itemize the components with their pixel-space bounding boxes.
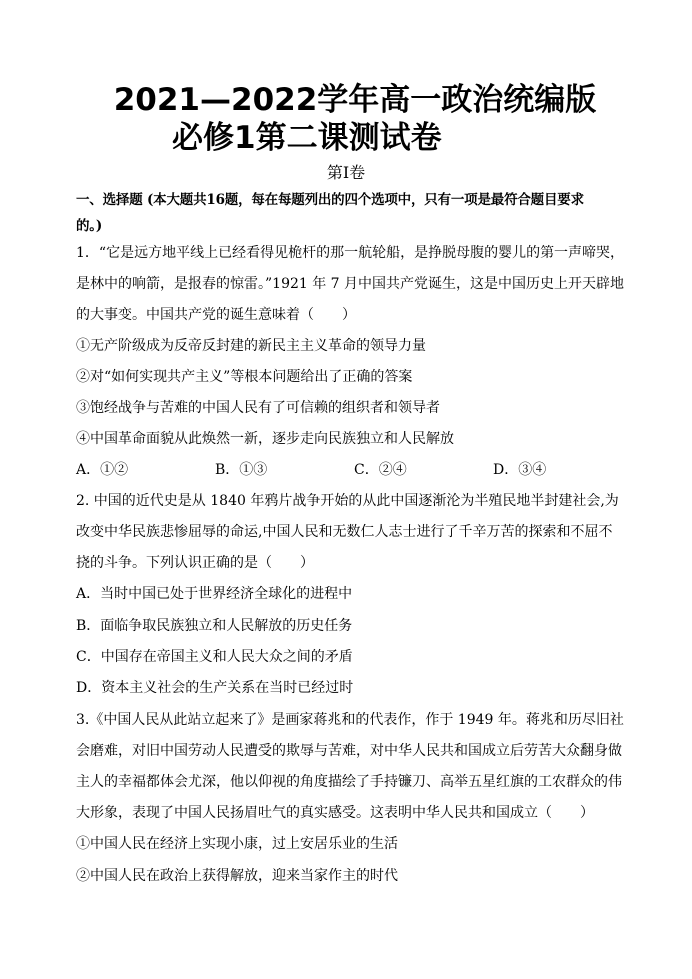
question-1-stem-cont: 是林中的响箭，是报春的惊雷。”1921 年 7 月中国共产党诞生，这是中国历史上开天辟地 bbox=[76, 276, 625, 292]
question-3-stem-cont-2: 主人的幸福都体会尤深，他以仰视的角度描绘了手持镰刀、高举五星红旗的工农群众的伟 bbox=[76, 774, 622, 790]
question-1-statement-4: ④中国革命面貌从此焕然一新，逐步走向民族独立和人民解放 bbox=[76, 431, 454, 447]
question-1-options bbox=[76, 460, 636, 480]
question-3-statement-2: ②中国人民在政治上获得解放，迎来当家作主的时代 bbox=[76, 868, 398, 884]
question-1-option-d: D．③④ bbox=[493, 462, 547, 478]
question-3-stem-end: 大形象，表现了中国人民扬眉吐气的真实感受。这表明中华人民共和国成立（ ） bbox=[76, 805, 594, 821]
question-1-stem: 1．“它是远方地平线上已经看得见桅杆的那一航轮船，是挣脱母腹的婴儿的第一声啼哭， bbox=[76, 245, 625, 261]
question-2-option-b: B．面临争取民族独立和人民解放的历史任务 bbox=[76, 618, 353, 634]
question-1-option-c: C．②④ bbox=[354, 462, 407, 478]
question-2-stem-cont: 改变中华民族悲惨屈辱的命运,中国人民和无数仁人志士进行了千辛万苦的探索和不屈不 bbox=[76, 524, 613, 540]
question-2-option-c: C．中国存在帝国主义和人民大众之间的矛盾 bbox=[76, 649, 353, 665]
question-3-stem: 3.《中国人民从此站立起来了》是画家蒋兆和的代表作，作于 1949 年。蒋兆和历尽旧社 bbox=[76, 712, 624, 728]
question-1-statement-1: ①无产阶级成为反帝反封建的新民主主义革命的领导力量 bbox=[76, 338, 426, 354]
question-1-option-b: B．①③ bbox=[215, 462, 268, 478]
question-1-statement-2: ②对“如何实现共产主义”等根本问题给出了正确的答案 bbox=[76, 369, 413, 385]
question-2-stem-end: 挠的斗争。下列认识正确的是（ ） bbox=[76, 555, 314, 571]
question-2-option-a: A．当时中国已处于世界经济全球化的进程中 bbox=[76, 586, 353, 602]
volume-heading: 第I卷 bbox=[326, 163, 366, 182]
section-instructions-cont: 的。) bbox=[76, 218, 103, 234]
question-2-stem: 2. 中国的近代史是从 1840 年鸦片战争开始的从此中国逐渐沦为半殖民地半封建社会,为 bbox=[76, 493, 619, 509]
question-1-option-a: A．①② bbox=[76, 462, 129, 478]
question-3-stem-cont-1: 会磨难，对旧中国劳动人民遭受的欺辱与苦难，对中华人民共和国成立后劳苦大众翻身做 bbox=[76, 743, 622, 759]
question-3-statement-1: ①中国人民在经济上实现小康，过上安居乐业的生活 bbox=[76, 836, 398, 852]
question-2-option-d: D．资本主义社会的生产关系在当时已经过时 bbox=[76, 680, 354, 696]
question-1-statement-3: ③饱经战争与苦难的中国人民有了可信赖的组织者和领导者 bbox=[76, 400, 440, 416]
page-title: 2021—2022学年高一政治统编版 bbox=[113, 82, 597, 118]
page-subtitle: 必修1第二课测试卷 bbox=[172, 120, 442, 156]
question-1-stem-end: 的大事变。中国共产党的诞生意味着（ ） bbox=[76, 307, 356, 323]
section-instructions: 一、选择题 (本大题共16题，每在每题列出的四个选项中，只有一项是最符合题目要求 bbox=[76, 192, 584, 208]
